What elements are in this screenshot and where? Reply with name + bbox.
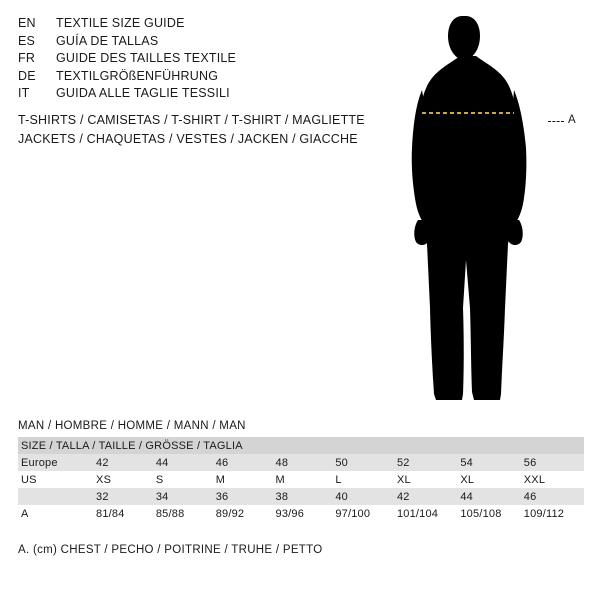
measure-label-a: A — [568, 114, 576, 126]
table-cell: 42 — [96, 456, 109, 469]
language-title: TEXTILE SIZE GUIDE — [56, 16, 185, 30]
row-label: Europe — [21, 456, 58, 469]
language-header-block — [18, 16, 388, 104]
category-block — [18, 111, 418, 149]
table-cell: 32 — [96, 490, 109, 503]
language-code: ES — [18, 33, 36, 48]
language-code: EN — [18, 16, 36, 30]
table-cell: 50 — [335, 456, 348, 469]
table-cell: 38 — [275, 490, 289, 503]
measure-leader-line — [548, 121, 564, 123]
language-title: GUIDE DES TAILLES TEXTILE — [56, 51, 237, 65]
table-row — [18, 488, 584, 505]
table-cell: 36 — [215, 490, 229, 503]
table-cell: 89/92 — [215, 507, 245, 520]
table-cell: XXL — [523, 473, 546, 486]
table-cell: 101/104 — [396, 507, 439, 520]
figure-illustration — [400, 8, 600, 408]
table-cell: 40 — [335, 490, 348, 503]
table-cell: 48 — [275, 456, 289, 469]
table-header-label: SIZE / TALLA / TAILLE / GRÖSSE / TAGLIA — [21, 439, 243, 452]
language-row — [18, 86, 388, 104]
language-row — [18, 51, 388, 69]
language-row — [18, 16, 388, 34]
table-cell: 52 — [396, 456, 410, 469]
table-cell: 44 — [155, 456, 169, 469]
language-code: IT — [18, 86, 30, 100]
table-cell: 56 — [523, 456, 537, 469]
language-code: FR — [18, 51, 36, 65]
table-row — [18, 454, 584, 471]
table-cell: 46 — [215, 456, 229, 469]
table-row — [18, 471, 584, 488]
table-cell: M — [275, 473, 285, 486]
size-table-area — [18, 420, 584, 522]
table-cell: XL — [396, 473, 411, 486]
table-cell: 81/84 — [96, 507, 125, 520]
table-cell: M — [215, 473, 226, 486]
language-title: GUIDA ALLE TAGLIE TESSILI — [56, 86, 230, 100]
table-cell: 44 — [460, 490, 473, 503]
language-row — [18, 34, 388, 52]
category-line-tshirts: T-SHIRTS / CAMISETAS / T-SHIRT / T-SHIRT / MAGLIETTE — [18, 113, 365, 127]
table-cell: L — [335, 473, 342, 486]
table-cell: 97/100 — [335, 507, 371, 520]
row-label: US — [21, 473, 37, 486]
table-title-man: MAN / HOMBRE / HOMME / MANN / MAN — [18, 420, 246, 432]
table-cell: XL — [460, 473, 475, 486]
footnote-chest-measurement: A. (cm) CHEST / PECHO / POITRINE / TRUHE / PETTO — [18, 544, 323, 556]
table-header-row — [18, 437, 584, 454]
row-label — [18, 488, 93, 505]
table-cell: XS — [96, 473, 112, 486]
size-table — [18, 437, 584, 522]
language-title: TEXTILGRÖßENFÜHRUNG — [56, 68, 219, 83]
table-cell: 105/108 — [460, 507, 502, 520]
language-code: DE — [18, 68, 36, 83]
table-cell: 85/88 — [155, 507, 185, 520]
language-row — [18, 69, 388, 87]
table-cell: 46 — [523, 490, 537, 503]
table-row — [18, 505, 584, 522]
language-title: GUÍA DE TALLAS — [56, 33, 159, 48]
table-cell: 109/112 — [523, 507, 565, 520]
table-cell: 54 — [460, 456, 473, 469]
male-silhouette-icon — [400, 8, 600, 408]
category-line-jackets: JACKETS / CHAQUETAS / VESTES / JACKEN / GIACCHE — [18, 132, 358, 146]
row-label: A — [21, 507, 29, 520]
table-cell: 93/96 — [275, 507, 305, 520]
table-cell: 34 — [155, 490, 169, 503]
table-cell: S — [155, 473, 164, 486]
table-cell: 42 — [396, 490, 410, 503]
